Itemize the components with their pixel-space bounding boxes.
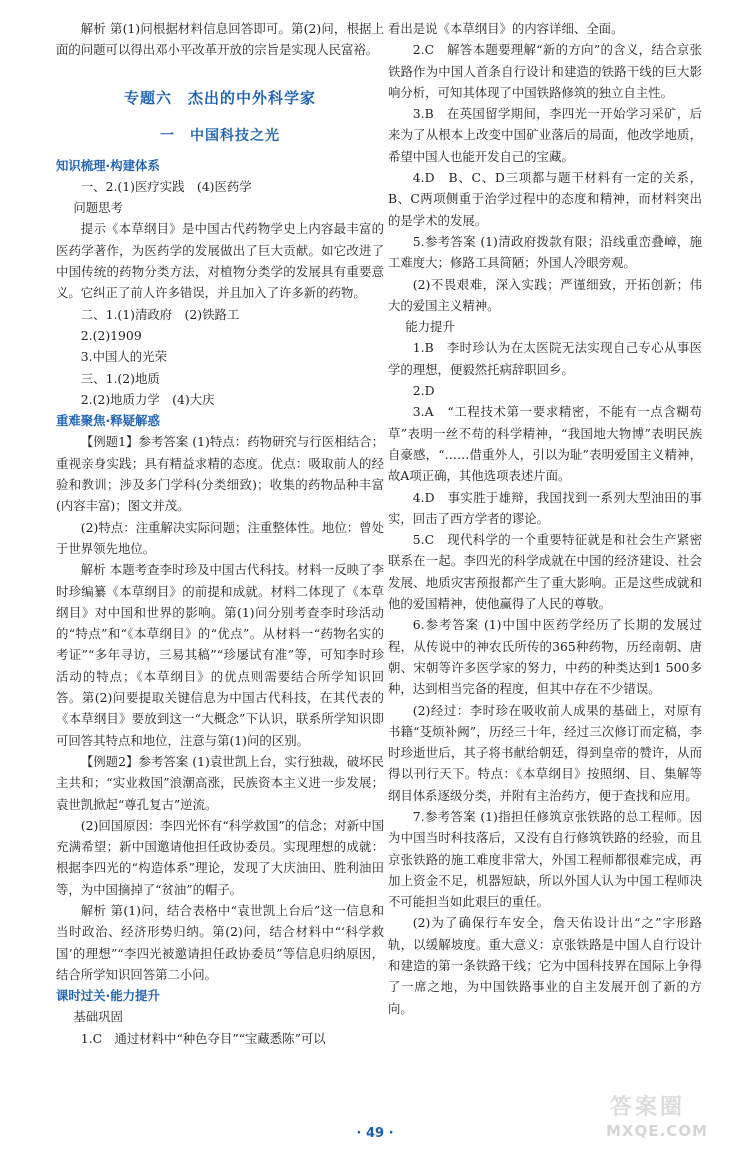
answer-item: 7.参考答案 (1)指担任修筑京张铁路的总工程师。因为中国当时科技落后，又没有自行修筑铁路的经验，而且京张铁路的施工难度非常大，外国工程师都很难完成，再加上资金不足，机器短缺，所以外国人认为中国工程师决不可能担当如此艰巨的重任。: [388, 808, 702, 910]
ability-label: 能力提升: [405, 319, 455, 335]
answer-item: 5.参考答案 (1)清政府拨款有限；沿线重峦叠嶂，施工难度大；修路工具简陋；外国人冷眼旁观。: [388, 233, 702, 271]
answer-item: (2)不畏艰难，深入实践；严谨细致，开拓创新；伟大的爱国主义精神。: [388, 276, 702, 313]
answer-line: 2.(2)1909: [80, 327, 142, 343]
answer-item: 4.D 事实胜于雄辩，我国找到一系列大型油田的事实，回击了西方学者的谬论。: [388, 489, 702, 526]
sub-title: 一 中国科技之光: [160, 127, 280, 144]
answer-item: (2)为了确保行车安全，詹天佑设计出“之”字形路轨，以缓解坡度。重大意义：京张铁路是中国人自行设计和建造的第一条铁路干线；它为中国科技界在国际上争得了一席之地，为中国铁路事业的自主发展开创了新的方向。: [388, 915, 702, 1016]
section-title: 专题六 杰出的中外科学家: [123, 88, 316, 107]
heading-practice: 课时过关·能力提升: [56, 988, 160, 1004]
answer-item: 1.B 李时珍认为在太医院无法实现自己专心从事医学的理想，便毅然托病辞职回乡。: [388, 340, 702, 377]
page-number: · 49 ·: [356, 1126, 394, 1141]
example1-answer-2: (2)特点：注重解决实际问题；注重整体性。地位：曾处于世界领先地位。: [56, 519, 384, 556]
example1-answer: 【例题1】参考答案 (1)特点：药物研究与行医相结合；重视亲身实践；具有精益求精的态度。优点：吸取前人的经验和教训；涉及多门学科(分类细致)；收集的药物品种丰富(内容丰富)；图文并茂。: [56, 434, 384, 514]
answer-line: 2.(2)地质力学 (4)大庆: [80, 391, 215, 407]
answer-item: 1.C 通过材料中“种色夺目”“宝藏悉陈”可以: [80, 1030, 326, 1046]
example2-answer: 【例题2】参考答案 (1)袁世凯上台，实行独裁，破坏民主共和；“实业救国”浪潮高涨，民族资本主义进一步发展；袁世凯掀起“尊孔复古”逆流。: [56, 753, 384, 812]
answer-item: 3.A “工程技术第一要求精密，不能有一点含糊苟草”表明一丝不苟的科学精神，“我国地大物博”表明民族自豪感，“……借重外人，引以为耻”表明爱国主义精神，故A项正确，其他选项表述片面。: [388, 404, 702, 484]
example2-answer-2: (2)回国原因：李四光怀有“科学救国”的信念；对新中国充满希望；新中国邀请他担任政协委员。实现理想的成就：根据李四光的“构造体系”理论，发现了大庆油田、胜利油田等，为中国摘掉了“贫油”的帽子。: [56, 817, 384, 897]
answer-item: 4.D B、C、D三项都与题干材料有一定的关系，B、C两项侧重于治学过程中的态度和精神，而材料突出的是学术的发展。: [388, 170, 702, 228]
watermark-logo: [600, 1090, 730, 1142]
heading-knowledge: 知识梳理·构建体系: [56, 157, 160, 173]
example1-analysis: 解析 本题考查李时珍及中国古代科技。材料一反映了李时珍编纂《本草纲目》的前提和成就。材料二体现了《本草纲目》对中国和世界的影响。第(1)问分别考查李时珍活动的“特点”和“《本草纲目》的“优点”。从材料一“药物名实的考证”“多年寻访，三易其稿”“珍屡试有准”等，可知李时珍活动的特点；《本草纲目》的优点则需要结合所学知识回答。第(2)问要提取关键信息为中国古代科技，在其代表的《本草纲目》要放到这一“大概念”下认识，联系所学知识即可回答其特点和地位，注意与第(1)问的区别。: [56, 562, 384, 748]
answer-item: 6.参考答案 (1)中国中医药学经历了长期的发展过程，从传说中的神农氏所传的365种药物，历经南朝、唐朝、宋朝等许多医学家的努力，中药的种类达到1 500多种，达到相当完备的程度，但其中存在不少错误。: [388, 617, 702, 697]
answer-line: 三、1.(2)地质: [80, 370, 160, 386]
answer-continuation: 看出是说《本草纲目》的内容详细、全面。: [388, 21, 624, 36]
left-column: [56, 18, 384, 1049]
analysis-paragraph: 解析 第(1)问根据材料信息回答即可。第(2)问，根据上面的问题可以得出邓小平改革开放的宗旨是实现人民富裕。: [56, 21, 384, 58]
right-column: [388, 18, 702, 1019]
answer-item: 5.C 现代科学的一个重要特征就是和社会生产紧密联系在一起。李四光的科学成就在中国的经济建设、社会发展、地质灾害预报都产生了重大影响。正是这些成就和他的爱国精神，使他赢得了人民的尊敬。: [388, 532, 702, 612]
question-thinking-label: 问题思考: [73, 200, 123, 216]
answer-item: 2.D: [412, 383, 435, 399]
hint-paragraph: 提示《本草纲目》是中国古代药物学史上内容最丰富的医药学著作，为医药学的发展做出了巨大贡献。如它改进了中国传统的药物分类方法，对植物分类学的发展具有重要意义。它纠正了前人许多错误，并且加入了许多新的药物。: [56, 221, 384, 301]
basic-label: 基础巩固: [73, 1009, 123, 1025]
heading-focus: 重难聚焦·释疑解惑: [56, 413, 160, 429]
answer-line: 一、2.(1)医疗实践 (4)医药学: [80, 178, 252, 194]
answer-item: 2.C 解答本题要理解“新的方向”的含义，结合京张铁路作为中国人首条自行设计和建造的铁路干线的巨大影响分析，可知其体现了中国铁路修筑的独立自主性。: [388, 42, 702, 100]
example2-analysis: 解析 第(1)问，结合表格中“袁世凯上台后”这一信息和当时政治、经济形势归纳。第(2)问，结合材料中“‘科学救国’的理想”“李四光被邀请担任政协委员”等信息归纳原因，结合所学知识回答第二小问。: [56, 902, 384, 982]
answer-line: 二、1.(1)清政府 (2)铁路工: [80, 306, 240, 322]
answer-item: 3.B 在英国留学期间，李四光一开始学习采矿，后来为了从根本上改变中国矿业落后的局面，他改学地质，希望中国人也能开发自己的宝藏。: [388, 106, 702, 164]
answer-line: 3.中国人的光荣: [80, 349, 167, 365]
watermark-logo-text: 答案圈: [610, 1095, 686, 1120]
answer-item: (2)经过：李时珍在吸收前人成果的基础上，对原有书籍“芟烦补阙”，历经三十年，经过三次修订而定稿，李时珍逝世后，其子将书献给朝廷，得到皇帝的赞许，从而得以刊行天下。特点：《本草纲目》按照纲、目、集解等纲目体系逐级分类，并附有主治药方，便于查找和应用。: [388, 702, 702, 803]
watermark-site-text: MXQE.COM: [606, 1122, 708, 1140]
